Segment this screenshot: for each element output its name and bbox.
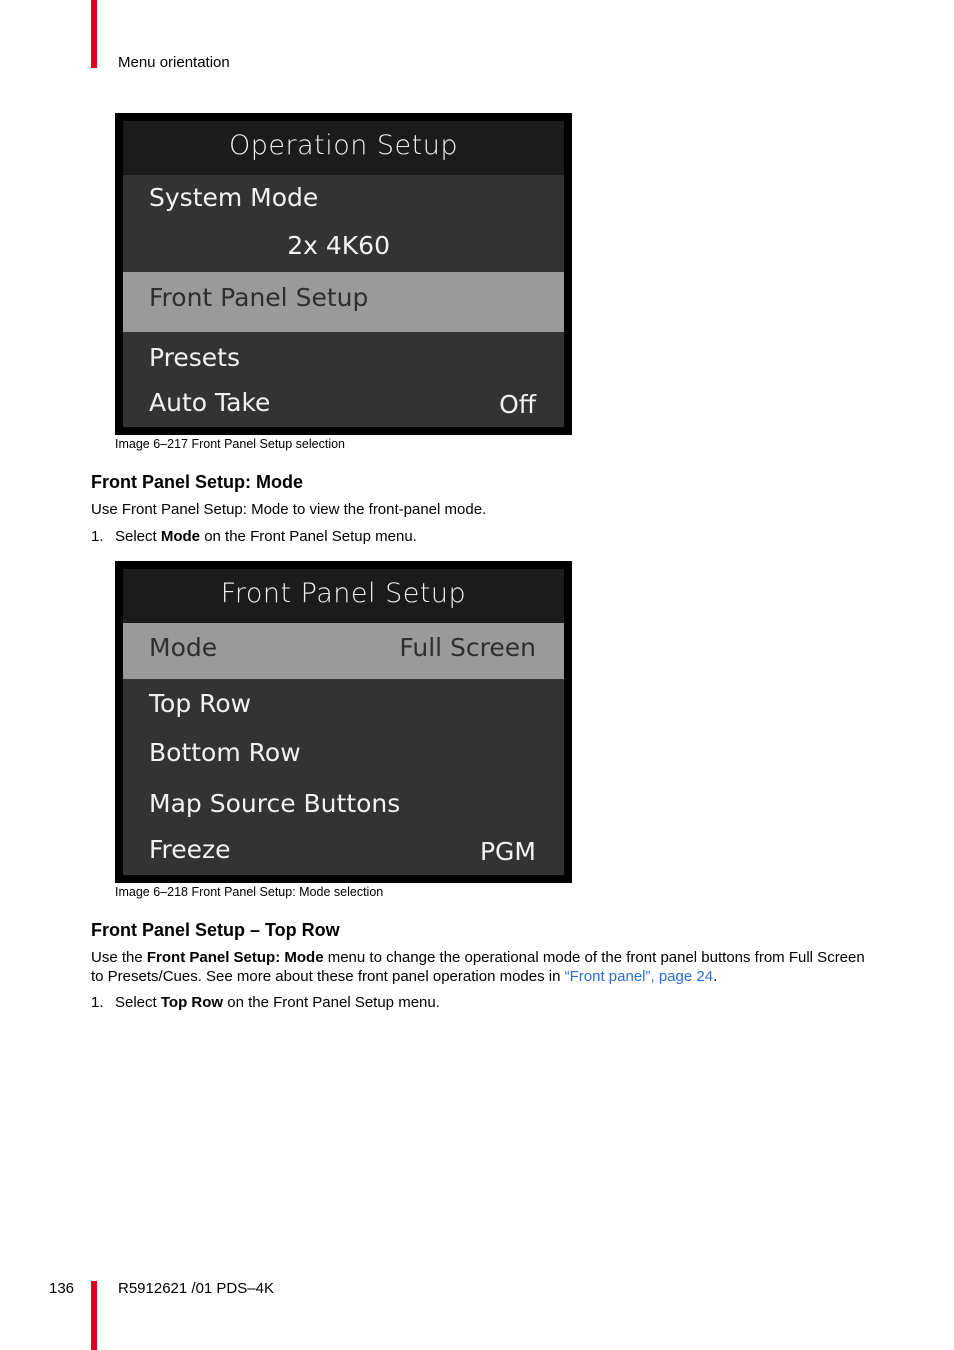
paragraph-text: menu to change the operational mode of the front panel buttons from Full Screen to Presets/Cues. See more about these front panel operation modes in <box>91 949 865 985</box>
menu-item-system-mode <box>123 183 564 223</box>
step-bold: Top Row <box>160 994 224 1011</box>
page-number: 136 <box>49 1280 75 1297</box>
paragraph-text: . <box>713 967 718 985</box>
step-bold: Mode <box>160 528 201 545</box>
menu-item-label: Bottom Row <box>149 738 301 767</box>
cross-reference-link[interactable]: “Front panel”, page 24 <box>564 967 714 985</box>
menu-item-freeze <box>123 835 564 875</box>
step-item <box>91 528 417 545</box>
step-item <box>91 994 440 1011</box>
menu-item-label: Freeze <box>149 835 231 864</box>
header-accent-bar <box>91 0 97 68</box>
body-paragraph: Use Front Panel Setup: Mode to view the front-panel mode. <box>91 501 487 518</box>
screen-title: Operation Setup <box>123 121 564 175</box>
figure-caption: Image 6–218 Front Panel Setup: Mode selection <box>115 885 384 899</box>
menu-item-label: Map Source Buttons <box>149 789 401 818</box>
paragraph-text: Use the <box>91 949 147 966</box>
menu-item-label: Front Panel Setup <box>149 283 369 312</box>
section-heading: Front Panel Setup – Top Row <box>91 920 340 940</box>
step-text: on the Front Panel Setup menu. <box>223 994 440 1011</box>
running-header: Menu orientation <box>118 54 230 71</box>
menu-item-value: PGM <box>479 837 536 866</box>
menu-item-bottom-row <box>123 738 564 778</box>
body-paragraph <box>91 949 881 986</box>
menu-item-label: Presets <box>149 343 240 372</box>
screen-title: Front Panel Setup <box>123 569 564 623</box>
menu-item-label: System Mode <box>149 183 319 212</box>
section-heading: Front Panel Setup: Mode <box>91 472 304 492</box>
step-text: Select <box>115 528 161 545</box>
document-id: R5912621 /01 PDS–4K <box>118 1280 274 1297</box>
menu-item-auto-take <box>123 388 564 427</box>
menu-item-top-row <box>123 689 564 729</box>
operation-setup-screen <box>115 113 572 435</box>
menu-item-label: Mode <box>149 633 218 662</box>
menu-item-system-mode-value <box>123 231 564 271</box>
step-number: 1. <box>91 528 104 545</box>
menu-item-presets <box>123 343 564 383</box>
footer-accent-bar <box>91 1281 97 1350</box>
step-text: on the Front Panel Setup menu. <box>200 528 417 545</box>
front-panel-setup-screen <box>115 561 572 883</box>
step-number: 1. <box>91 994 104 1011</box>
menu-item-map-source-buttons <box>123 789 564 829</box>
menu-item-label: Top Row <box>149 689 252 718</box>
paragraph-bold: Front Panel Setup: Mode <box>146 949 324 966</box>
menu-item-value: 2x 4K60 <box>287 231 390 260</box>
menu-item-mode <box>123 623 564 679</box>
menu-item-label: Auto Take <box>149 388 271 417</box>
step-text: Select <box>115 994 161 1011</box>
menu-item-front-panel-setup <box>123 272 564 332</box>
menu-item-value: Off <box>499 390 536 419</box>
menu-item-value: Full Screen <box>399 633 536 662</box>
figure-caption: Image 6–217 Front Panel Setup selection <box>115 437 346 451</box>
